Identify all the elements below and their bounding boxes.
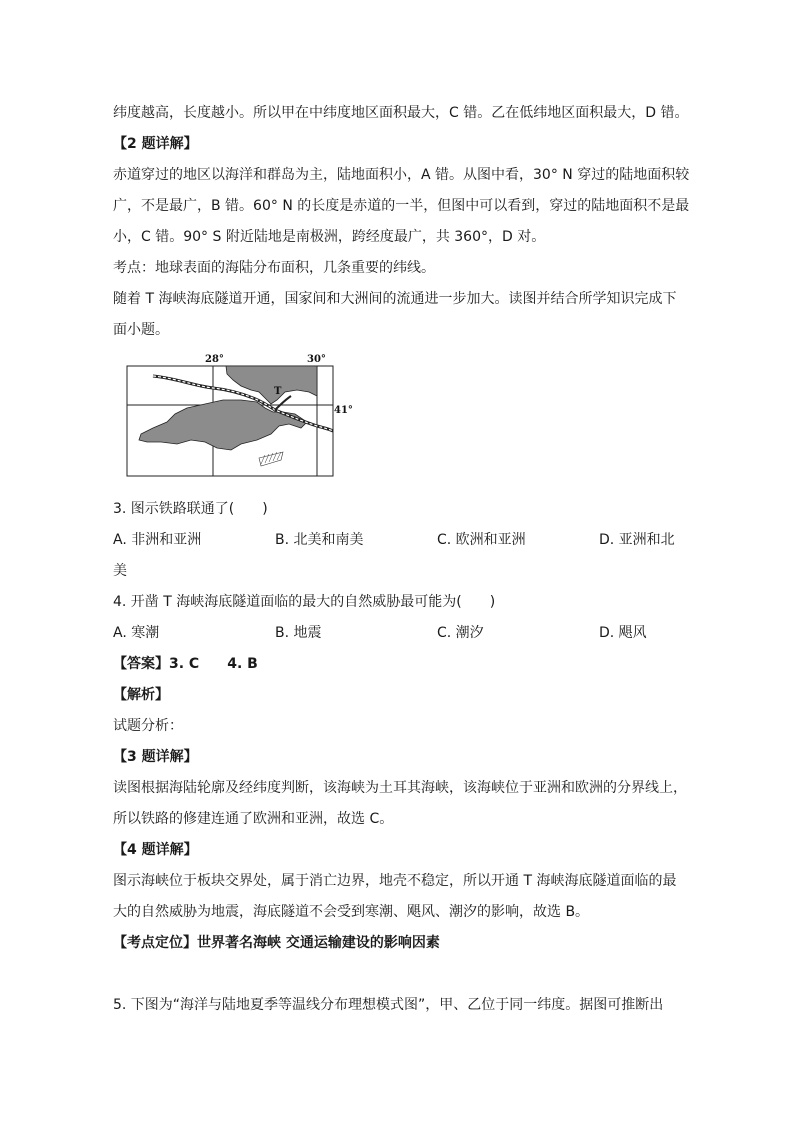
question-4: 4. 开凿 T 海峡海底隧道面临的最大的自然威胁最可能为( ): [113, 594, 496, 610]
question-5: 5. 下图为“海洋与陆地夏季等温线分布理想模式图”，甲、乙位于同一纬度。据图可推断出: [113, 997, 664, 1013]
text-line: 图示海峡位于板块交界处，属于消亡边界，地壳不稳定，所以开通 T 海峡海底隧道面临的最: [113, 873, 677, 889]
q4-option-d: D. 飓风: [599, 625, 647, 641]
text-line: 大的自然威胁为地震，海底隧道不会受到寒潮、飓风、潮汐的影响，故选 B。: [113, 904, 590, 920]
q3-option-a: A. 非洲和亚洲: [113, 532, 202, 548]
section-heading: 【3 题详解】: [113, 749, 198, 765]
q4-option-a: A. 寒潮: [113, 625, 160, 641]
latitude-label-41: 41°: [334, 405, 353, 416]
q4-option-b: B. 地震: [275, 625, 322, 641]
question-3: 3. 图示铁路联通了( ): [113, 501, 268, 517]
text-line: 随着 T 海峡海底隧道开通，国家间和大洲间的流通进一步加大。读图并结合所学知识完成下: [113, 291, 677, 307]
q3-option-c: C. 欧洲和亚洲: [437, 532, 526, 548]
section-heading: 【2 题详解】: [113, 136, 198, 152]
text-line: 所以铁路的修建连通了欧洲和亚洲，故选 C。: [113, 811, 394, 827]
text-line: 读图根据海陆轮廓及经纬度判断，该海峡为土耳其海峡，该海峡位于亚洲和欧洲的分界线上，: [113, 780, 687, 796]
strait-map: [113, 352, 353, 482]
text-line: 广，不是最广，B 错。60° N 的长度是赤道的一半，但图中可以看到，穿过的陆地面积不是最: [113, 198, 690, 214]
answer-line: 【答案】3. C 4. B: [113, 656, 258, 672]
q4-option-c: C. 潮汐: [437, 625, 484, 641]
text-line: 小，C 错。90° S 附近陆地是南极洲，跨经度最广，共 360°，D 对。: [113, 229, 546, 245]
key-point-line: 【考点定位】世界著名海峡 交通运输建设的影响因素: [113, 935, 440, 951]
text-line: 纬度越高，长度越小。所以甲在中纬度地区面积最大，C 错。乙在低纬地区面积最大，D 错。: [113, 105, 689, 121]
text-line: 考点：地球表面的海陆分布面积，几条重要的纬线。: [113, 260, 435, 276]
analysis-heading: 【解析】: [113, 687, 169, 703]
longitude-label-28: 28°: [205, 354, 224, 365]
q3-option-b: B. 北美和南美: [275, 532, 364, 548]
strait-label: T: [274, 386, 282, 397]
text-line: 面小题。: [113, 322, 169, 338]
q3-option-d-continued: 美: [113, 563, 127, 579]
q3-option-d: D. 亚洲和北: [599, 532, 675, 548]
section-heading: 【4 题详解】: [113, 842, 198, 858]
text-line: 赤道穿过的地区以海洋和群岛为主，陆地面积小，A 错。从图中看，30° N 穿过的陆地面积较: [113, 167, 690, 183]
longitude-label-30: 30°: [307, 354, 326, 365]
text-line: 试题分析：: [113, 718, 183, 734]
